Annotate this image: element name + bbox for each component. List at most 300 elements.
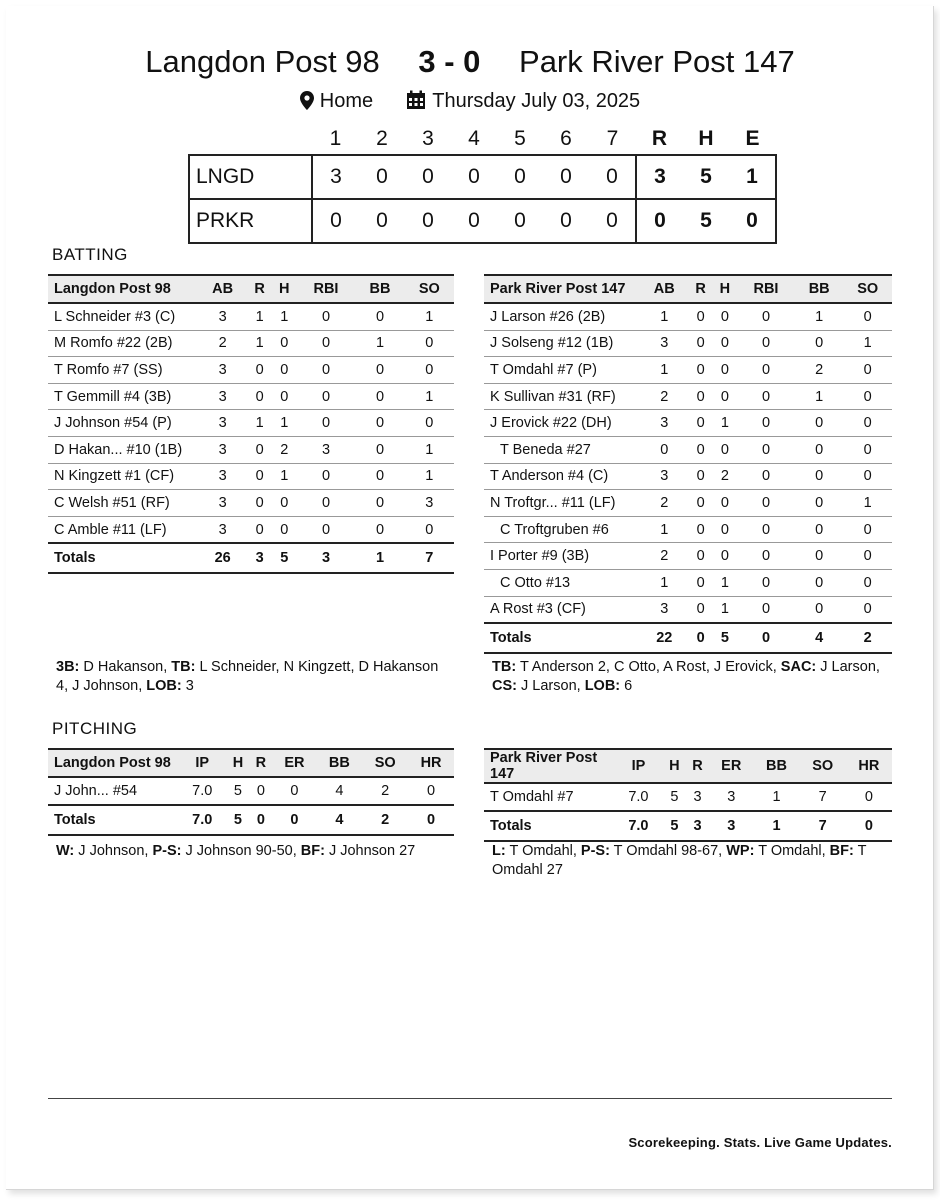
stat-cell: 0 — [405, 516, 454, 543]
batting-row — [484, 490, 892, 517]
stat-cell: 3 — [297, 436, 356, 463]
stat-cell: 0 — [795, 596, 844, 623]
note-key: SAC: — [780, 659, 817, 675]
note-key: CS: — [492, 678, 517, 694]
stat-cell: 0 — [247, 490, 272, 517]
total-runs: 3 — [636, 155, 683, 199]
stat-cell: 2 — [198, 330, 247, 357]
inning-score: 0 — [359, 199, 405, 243]
player-name: T Omdahl #7 — [484, 783, 614, 811]
stat-header: H — [272, 275, 297, 303]
stat-cell: 0 — [297, 410, 356, 437]
stat-cell: 3 — [405, 490, 454, 517]
stat-header: SO — [843, 275, 892, 303]
inning-score: 0 — [543, 199, 589, 243]
total-runs: 0 — [636, 199, 683, 243]
stat-cell: 0 — [405, 330, 454, 357]
batting-row — [484, 357, 892, 384]
stat-cell: 0 — [355, 463, 404, 490]
player-name: T Gemmill #4 (3B) — [48, 383, 198, 410]
stat-cell: 3 — [640, 596, 689, 623]
pitching-row — [48, 777, 454, 805]
total-cell: 7.0 — [614, 811, 663, 841]
stat-cell: 0 — [713, 543, 737, 570]
note-value: J Johnson, — [74, 843, 153, 859]
stat-cell: 0 — [713, 516, 737, 543]
stat-header: AB — [198, 275, 247, 303]
stat-cell: 0 — [843, 596, 892, 623]
player-name: J Johnson #54 (P) — [48, 410, 198, 437]
note-key: LOB: — [146, 678, 182, 694]
stat-cell: 7.0 — [178, 777, 227, 805]
stat-header: SO — [800, 749, 846, 783]
stat-cell: 1 — [640, 516, 689, 543]
stat-cell: 5 — [663, 783, 686, 811]
game-location: Home — [319, 90, 374, 112]
player-name: J Solseng #12 (1B) — [484, 330, 640, 357]
pitching-row — [484, 783, 892, 811]
footer-divider — [48, 1098, 892, 1099]
note-key: BF: — [829, 843, 854, 859]
total-errors: 1 — [729, 155, 776, 199]
player-name: J Larson #26 (2B) — [484, 303, 640, 330]
stat-header: BB — [316, 749, 362, 777]
note-value: 6 — [620, 678, 633, 694]
totals-label: Totals — [48, 805, 178, 835]
stat-cell: 0 — [737, 357, 795, 384]
player-name: C Amble #11 (LF) — [48, 516, 198, 543]
inning-header: 3 — [422, 127, 434, 150]
stat-cell: 0 — [795, 330, 844, 357]
inning-score: 3 — [312, 155, 359, 199]
batting-row — [484, 569, 892, 596]
batting-row — [48, 463, 454, 490]
note-value: L Schneider, N Kingzett, D Hakanson 4, J Johnson, — [56, 659, 439, 694]
note-key: W: — [56, 843, 75, 859]
stat-cell: 0 — [297, 463, 356, 490]
pitching-notes-away — [56, 842, 456, 861]
stat-cell: 0 — [640, 436, 689, 463]
pitching-header-row — [484, 749, 892, 783]
stat-cell: 1 — [640, 357, 689, 384]
pitching-table-home — [484, 748, 892, 842]
stat-header: BB — [753, 749, 799, 783]
stat-cell: 0 — [247, 436, 272, 463]
total-cell: 3 — [297, 543, 356, 573]
stat-cell: 3 — [198, 383, 247, 410]
total-cell: 0 — [846, 811, 892, 841]
stat-cell: 3 — [198, 303, 247, 330]
stat-cell: 0 — [689, 569, 713, 596]
player-name: J John... #54 — [48, 777, 178, 805]
stat-cell: 0 — [247, 357, 272, 384]
stat-header: BB — [795, 275, 844, 303]
stat-cell: 0 — [355, 490, 404, 517]
batting-row — [484, 543, 892, 570]
stat-cell: 0 — [843, 516, 892, 543]
stat-cell: 0 — [846, 783, 892, 811]
batting-row — [484, 303, 892, 330]
batting-row — [48, 436, 454, 463]
team-header: Langdon Post 98 — [48, 749, 178, 777]
stat-cell: 3 — [198, 436, 247, 463]
stat-cell: 0 — [689, 330, 713, 357]
map-pin-icon — [300, 90, 320, 112]
stat-cell: 1 — [713, 596, 737, 623]
inning-score: 0 — [312, 199, 359, 243]
total-cell: 0 — [408, 805, 454, 835]
stat-cell: 0 — [355, 303, 404, 330]
stat-cell: 0 — [713, 330, 737, 357]
total-cell: 7 — [800, 811, 846, 841]
stat-cell: 0 — [272, 516, 297, 543]
batting-table-away — [48, 274, 454, 574]
inning-score: 0 — [359, 155, 405, 199]
stat-cell: 0 — [713, 357, 737, 384]
total-cell: 5 — [713, 623, 737, 653]
stat-header: H — [713, 275, 737, 303]
stat-cell: 1 — [272, 463, 297, 490]
stat-cell: 2 — [640, 490, 689, 517]
note-key: LOB: — [584, 678, 621, 694]
note-value: D Hakanson, — [79, 659, 172, 675]
stat-cell: 0 — [272, 777, 316, 805]
player-name: T Anderson #4 (C) — [484, 463, 640, 490]
stat-header: HR — [408, 749, 454, 777]
away-team-name: Langdon Post 98 — [145, 44, 380, 79]
stat-cell: 1 — [405, 436, 454, 463]
stat-header: R — [247, 275, 272, 303]
stat-cell: 1 — [753, 783, 799, 811]
stat-header: R — [249, 749, 272, 777]
stat-cell: 7.0 — [614, 783, 663, 811]
stat-cell: 0 — [355, 436, 404, 463]
inning-score: 0 — [589, 199, 636, 243]
player-name: N Kingzett #1 (CF) — [48, 463, 198, 490]
stat-cell: 0 — [795, 463, 844, 490]
calendar-icon — [406, 90, 432, 112]
stat-cell: 0 — [737, 596, 795, 623]
total-cell: 22 — [640, 623, 689, 653]
total-cell: 7 — [405, 543, 454, 573]
stat-header: IP — [614, 749, 663, 783]
stat-header: RBI — [297, 275, 356, 303]
batting-row — [484, 410, 892, 437]
batting-header-row — [48, 275, 454, 303]
team-abbr: PRKR — [189, 199, 312, 243]
stat-cell: 0 — [737, 410, 795, 437]
batting-row — [48, 410, 454, 437]
stat-cell: 0 — [689, 596, 713, 623]
total-cell: 7.0 — [178, 805, 227, 835]
total-hits: 5 — [683, 155, 729, 199]
batting-row — [48, 303, 454, 330]
stat-header: H — [663, 749, 686, 783]
stat-header: IP — [178, 749, 227, 777]
stat-cell: 0 — [247, 516, 272, 543]
stat-cell: 0 — [795, 410, 844, 437]
stat-cell: 3 — [640, 463, 689, 490]
stat-cell: 1 — [713, 410, 737, 437]
stat-cell: 2 — [713, 463, 737, 490]
stat-cell: 0 — [737, 463, 795, 490]
batting-row — [48, 490, 454, 517]
total-cell: 0 — [689, 623, 713, 653]
note-value: J Johnson 27 — [324, 843, 416, 859]
stat-cell: 0 — [843, 410, 892, 437]
stat-cell: 0 — [247, 463, 272, 490]
stat-cell: 2 — [640, 383, 689, 410]
total-errors: 0 — [729, 199, 776, 243]
total-cell: 0 — [249, 805, 272, 835]
stat-header: SO — [405, 275, 454, 303]
stat-cell: 0 — [689, 357, 713, 384]
total-hits: 5 — [683, 199, 729, 243]
stat-cell: 0 — [689, 436, 713, 463]
stat-cell: 0 — [408, 777, 454, 805]
stat-cell: 1 — [355, 330, 404, 357]
pitching-header-row — [48, 749, 454, 777]
inning-score: 0 — [497, 155, 543, 199]
stat-cell: 1 — [272, 303, 297, 330]
stat-cell: 0 — [355, 516, 404, 543]
total-cell: 0 — [737, 623, 795, 653]
player-name: A Rost #3 (CF) — [484, 596, 640, 623]
stat-cell: 1 — [640, 569, 689, 596]
note-key: P-S: — [152, 843, 182, 859]
totals-label: Totals — [484, 623, 640, 653]
stat-cell: 1 — [405, 383, 454, 410]
stat-cell: 3 — [198, 490, 247, 517]
stat-cell: 1 — [795, 383, 844, 410]
stat-cell: 0 — [689, 543, 713, 570]
stat-cell: 1 — [640, 303, 689, 330]
stat-header: HR — [846, 749, 892, 783]
stat-header: ER — [272, 749, 316, 777]
stat-cell: 0 — [843, 569, 892, 596]
team-abbr: LNGD — [189, 155, 312, 199]
stat-cell: 3 — [640, 330, 689, 357]
stat-cell: 0 — [737, 543, 795, 570]
stat-cell: 3 — [198, 357, 247, 384]
stat-cell: 1 — [843, 330, 892, 357]
total-cell: 5 — [663, 811, 686, 841]
stat-cell: 0 — [795, 569, 844, 596]
batting-row — [48, 330, 454, 357]
player-name: I Porter #9 (3B) — [484, 543, 640, 570]
pitching-table-away — [48, 748, 454, 836]
stat-cell: 0 — [272, 330, 297, 357]
linescore-table — [188, 124, 777, 244]
inning-header: 1 — [329, 127, 342, 150]
stat-header: R — [686, 749, 709, 783]
batting-header-row — [484, 275, 892, 303]
hits-header: H — [698, 127, 714, 150]
total-cell: 4 — [795, 623, 844, 653]
stat-header: SO — [362, 749, 408, 777]
stat-cell: 0 — [689, 303, 713, 330]
stat-cell: 1 — [405, 303, 454, 330]
stat-cell: 0 — [713, 490, 737, 517]
game-title — [0, 44, 940, 80]
player-name: K Sullivan #31 (RF) — [484, 383, 640, 410]
inning-score: 0 — [451, 199, 497, 243]
linescore-row-home — [189, 199, 776, 243]
stat-cell: 0 — [737, 490, 795, 517]
stat-cell: 0 — [737, 383, 795, 410]
inning-header: 4 — [468, 127, 480, 150]
stat-cell: 0 — [689, 410, 713, 437]
stat-header: AB — [640, 275, 689, 303]
stat-cell: 0 — [843, 357, 892, 384]
stat-cell: 1 — [247, 303, 272, 330]
home-team-name: Park River Post 147 — [519, 44, 795, 79]
stat-cell: 0 — [247, 383, 272, 410]
stat-cell: 0 — [843, 383, 892, 410]
totals-label: Totals — [48, 543, 198, 573]
total-cell: 5 — [272, 543, 297, 573]
stat-cell: 0 — [297, 357, 356, 384]
total-cell: 1 — [753, 811, 799, 841]
stat-cell: 0 — [272, 490, 297, 517]
note-value: J Larson, — [816, 659, 880, 675]
note-value: T Omdahl 27 — [492, 843, 867, 878]
stat-cell: 1 — [713, 569, 737, 596]
pitching-totals-row — [484, 811, 892, 841]
game-meta — [0, 90, 940, 113]
stat-cell: 0 — [689, 383, 713, 410]
errors-header: E — [745, 127, 760, 150]
stat-cell: 2 — [640, 543, 689, 570]
linescore-row-away — [189, 155, 776, 199]
stat-cell: 2 — [362, 777, 408, 805]
stat-cell: 5 — [227, 777, 250, 805]
player-name: T Omdahl #7 (P) — [484, 357, 640, 384]
team-header: Park River Post 147 — [484, 275, 640, 303]
totals-label: Totals — [484, 811, 614, 841]
note-key: P-S: — [580, 843, 610, 859]
stat-cell: 0 — [355, 357, 404, 384]
stat-cell: 3 — [198, 463, 247, 490]
stat-cell: 0 — [297, 383, 356, 410]
total-cell: 3 — [709, 811, 753, 841]
note-value: T Omdahl, — [505, 843, 581, 859]
note-key: WP: — [726, 843, 755, 859]
team-header: Park River Post 147 — [484, 749, 614, 783]
total-cell: 4 — [316, 805, 362, 835]
stat-cell: 0 — [405, 357, 454, 384]
player-name: D Hakan... #10 (1B) — [48, 436, 198, 463]
stat-cell: 1 — [247, 330, 272, 357]
inning-header: 7 — [606, 127, 619, 150]
stat-cell: 0 — [355, 410, 404, 437]
team-header: Langdon Post 98 — [48, 275, 198, 303]
stat-cell: 1 — [795, 303, 844, 330]
note-value: J Johnson 90-50, — [181, 843, 301, 859]
stat-cell: 0 — [713, 383, 737, 410]
stat-header: H — [227, 749, 250, 777]
stat-cell: 0 — [843, 436, 892, 463]
pitching-notes-home — [492, 842, 892, 880]
total-cell: 5 — [227, 805, 250, 835]
stat-cell: 0 — [713, 436, 737, 463]
stat-cell: 3 — [709, 783, 753, 811]
inning-score: 0 — [405, 199, 451, 243]
stat-cell: 0 — [737, 516, 795, 543]
stat-cell: 3 — [640, 410, 689, 437]
stat-cell: 0 — [297, 330, 356, 357]
note-value: T Omdahl, — [754, 843, 830, 859]
batting-totals-row — [48, 543, 454, 573]
stat-cell: 3 — [198, 516, 247, 543]
stat-header: RBI — [737, 275, 795, 303]
batting-row — [48, 357, 454, 384]
inning-header: 6 — [560, 127, 572, 150]
note-key: L: — [492, 843, 506, 859]
note-key: 3B: — [56, 659, 80, 675]
stat-cell: 0 — [272, 383, 297, 410]
stat-cell: 0 — [355, 383, 404, 410]
inning-header: 2 — [376, 127, 388, 150]
batting-table-home — [484, 274, 892, 654]
batting-row — [484, 596, 892, 623]
note-key: TB: — [492, 659, 517, 675]
total-cell: 2 — [362, 805, 408, 835]
game-date: Thursday July 03, 2025 — [432, 90, 641, 112]
stat-cell: 4 — [316, 777, 362, 805]
player-name: T Beneda #27 — [484, 436, 640, 463]
player-name: C Otto #13 — [484, 569, 640, 596]
inning-score: 0 — [405, 155, 451, 199]
player-name: T Romfo #7 (SS) — [48, 357, 198, 384]
total-cell: 2 — [843, 623, 892, 653]
batting-notes-away — [56, 658, 446, 696]
player-name: L Schneider #3 (C) — [48, 303, 198, 330]
batting-row — [48, 516, 454, 543]
note-value: T Anderson 2, C Otto, A Rost, J Erovick, — [516, 659, 781, 675]
player-name: C Troftgruben #6 — [484, 516, 640, 543]
stat-cell: 0 — [689, 463, 713, 490]
total-cell: 26 — [198, 543, 247, 573]
stat-cell: 0 — [795, 516, 844, 543]
linescore-header — [189, 124, 776, 155]
stat-cell: 1 — [272, 410, 297, 437]
runs-header: R — [651, 127, 668, 150]
inning-score: 0 — [589, 155, 636, 199]
stat-cell: 2 — [272, 436, 297, 463]
batting-section-title: BATTING — [52, 245, 128, 264]
stat-cell: 0 — [737, 330, 795, 357]
stat-cell: 7 — [800, 783, 846, 811]
inning-score: 0 — [497, 199, 543, 243]
batting-row — [484, 463, 892, 490]
total-cell: 3 — [686, 811, 709, 841]
stat-cell: 0 — [689, 490, 713, 517]
pitching-totals-row — [48, 805, 454, 835]
batting-row — [484, 436, 892, 463]
player-name: N Troftgr... #11 (LF) — [484, 490, 640, 517]
stat-cell: 2 — [795, 357, 844, 384]
batting-totals-row — [484, 623, 892, 653]
stat-cell: 0 — [737, 569, 795, 596]
pitching-section-title: PITCHING — [52, 719, 138, 738]
stat-cell: 1 — [843, 490, 892, 517]
inning-score: 0 — [451, 155, 497, 199]
stat-cell: 0 — [249, 777, 272, 805]
player-name: J Erovick #22 (DH) — [484, 410, 640, 437]
stat-cell: 3 — [686, 783, 709, 811]
stat-cell: 0 — [689, 516, 713, 543]
